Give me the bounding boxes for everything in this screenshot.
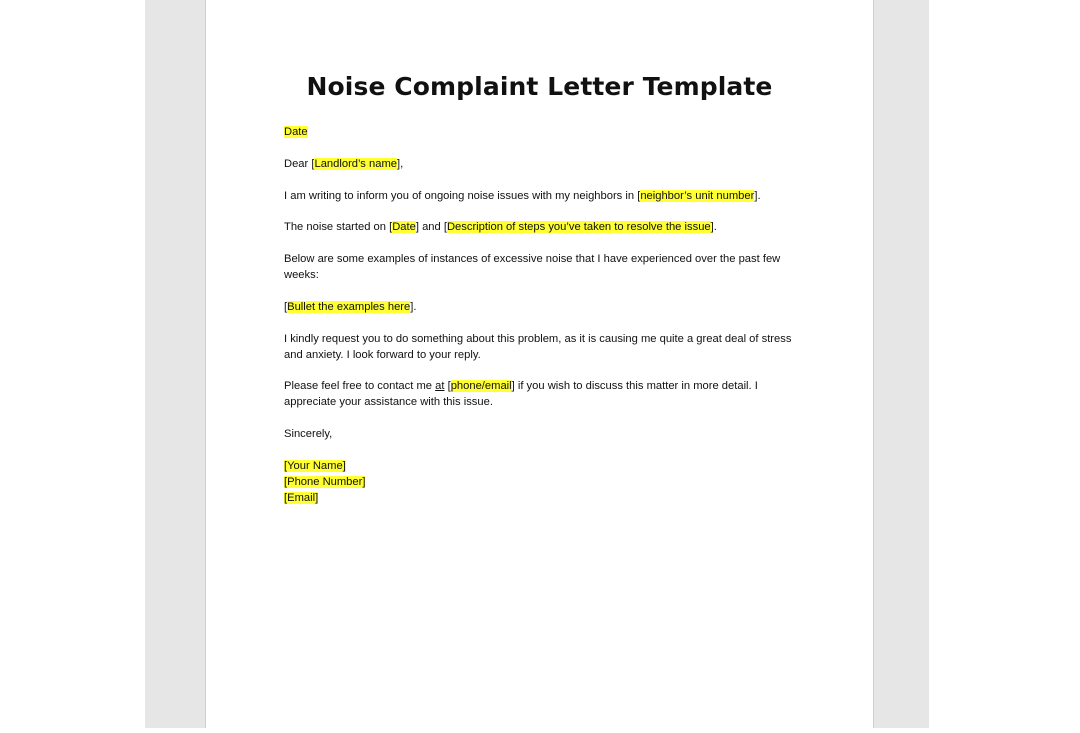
bullets-placeholder: Bullet the examples here — [287, 300, 411, 313]
paragraph-noise-started-middle: ] and [ — [415, 221, 447, 234]
paragraph-noise-started — [284, 220, 794, 236]
phone-email-placeholder: phone/email — [450, 380, 512, 393]
signature-name-line — [284, 459, 794, 475]
steps-description-placeholder: Description of steps you’ve taken to resolve the issue — [446, 221, 711, 234]
paragraph-examples-intro: Below are some examples of instances of excessive noise that I have experienced over the past few weeks: — [284, 253, 781, 282]
paragraph-contact — [284, 379, 794, 411]
landlord-name-placeholder: Landlord’s name — [314, 157, 397, 170]
start-date-placeholder: Date — [392, 221, 416, 234]
your-name-placeholder: [Your Name] — [284, 459, 346, 472]
contact-at-word: at — [435, 380, 445, 393]
document-title: Noise Complaint Letter Template — [306, 72, 773, 101]
paragraph-noise-issues — [284, 189, 794, 205]
paragraph-noise-started-prefix: The noise started on [ — [284, 221, 393, 234]
contact-prefix: Please feel free to contact me — [284, 380, 436, 393]
greeting-line — [284, 157, 794, 173]
signature-email-line — [284, 491, 794, 507]
signature-phone-line — [284, 475, 794, 491]
signature-block — [284, 459, 794, 507]
paragraph-bullets — [284, 300, 794, 316]
phone-number-placeholder: [Phone Number] — [284, 475, 366, 488]
paragraph-noise-issues-suffix: ]. — [754, 189, 761, 202]
contact-open-bracket: [ — [444, 380, 451, 393]
contact-suffix: ] if you wish to discuss this matter in more detail. I appreciate your assistance with this issue. — [284, 380, 758, 409]
date-placeholder: Date — [284, 126, 308, 138]
letter-body — [284, 125, 794, 507]
unit-number-placeholder: neighbor’s unit number — [640, 189, 755, 202]
document-page — [205, 0, 874, 728]
greeting-prefix: Dear [ — [284, 157, 315, 170]
greeting-suffix: ], — [396, 157, 404, 170]
paragraph-noise-started-suffix: ]. — [710, 221, 717, 234]
paragraph-request: I kindly request you to do something about this problem, as it is causing me quite a great deal of stress and anxiety. I look forward to your reply. — [284, 332, 792, 361]
closing-line: Sincerely, — [284, 428, 333, 441]
bullets-prefix: [ — [284, 300, 288, 313]
paragraph-noise-issues-text: I am writing to inform you of ongoing noise issues with my neighbors in [ — [284, 189, 641, 202]
bullets-suffix: ]. — [410, 300, 417, 313]
date-line — [284, 125, 794, 141]
email-placeholder: [Email] — [284, 491, 319, 504]
